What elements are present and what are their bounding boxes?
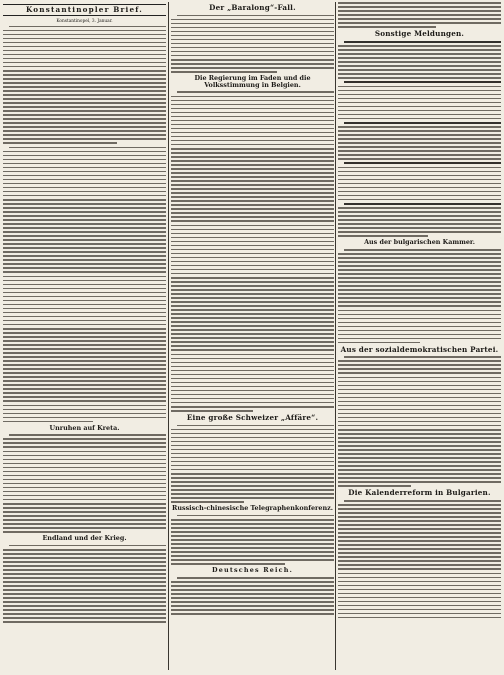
article-heading: Russisch-chinesische Telegraphenkonferenz. bbox=[172, 504, 333, 513]
article-body bbox=[338, 41, 501, 237]
article-heading: Konstantinopler Brief. bbox=[3, 4, 166, 16]
article-body bbox=[3, 545, 166, 623]
article-body bbox=[171, 577, 334, 615]
article-body bbox=[171, 91, 334, 411]
article-body bbox=[171, 515, 334, 565]
article-heading: Unruhen auf Kreta. bbox=[49, 423, 120, 432]
article-heading: Aus der bulgarischen Kammer. bbox=[364, 238, 475, 247]
article-body bbox=[3, 434, 166, 532]
dateline: Konstantinopel, 3. Januar. bbox=[56, 18, 113, 24]
article-heading: Eine große Schweizer „Affäre“. bbox=[186, 412, 319, 422]
column-rule bbox=[168, 2, 169, 670]
article-heading: Endland und der Krieg. bbox=[42, 534, 127, 543]
article-body bbox=[171, 425, 334, 503]
article-body bbox=[338, 500, 501, 619]
column-middle bbox=[171, 2, 334, 672]
article-heading: Der „Baralong“-Fall. bbox=[209, 3, 296, 12]
column-rule bbox=[335, 2, 336, 670]
article-body bbox=[171, 15, 334, 73]
article-heading: Die Kalenderreform in Bulgarien. bbox=[348, 488, 491, 498]
article-body bbox=[338, 356, 501, 487]
article-heading: Die Regierung im Faden und die Volksstimmung in Belgien. bbox=[194, 74, 311, 89]
column-left bbox=[3, 2, 166, 672]
article-heading: Aus der sozialdemokratischen Partei. bbox=[340, 344, 499, 354]
column-right bbox=[338, 2, 501, 672]
article-body bbox=[338, 2, 501, 28]
article-body bbox=[338, 249, 501, 343]
article-heading: Sonstige Meldungen. bbox=[374, 29, 465, 39]
article-heading: Deutsches Reich. bbox=[212, 566, 293, 575]
article-body bbox=[3, 26, 166, 423]
